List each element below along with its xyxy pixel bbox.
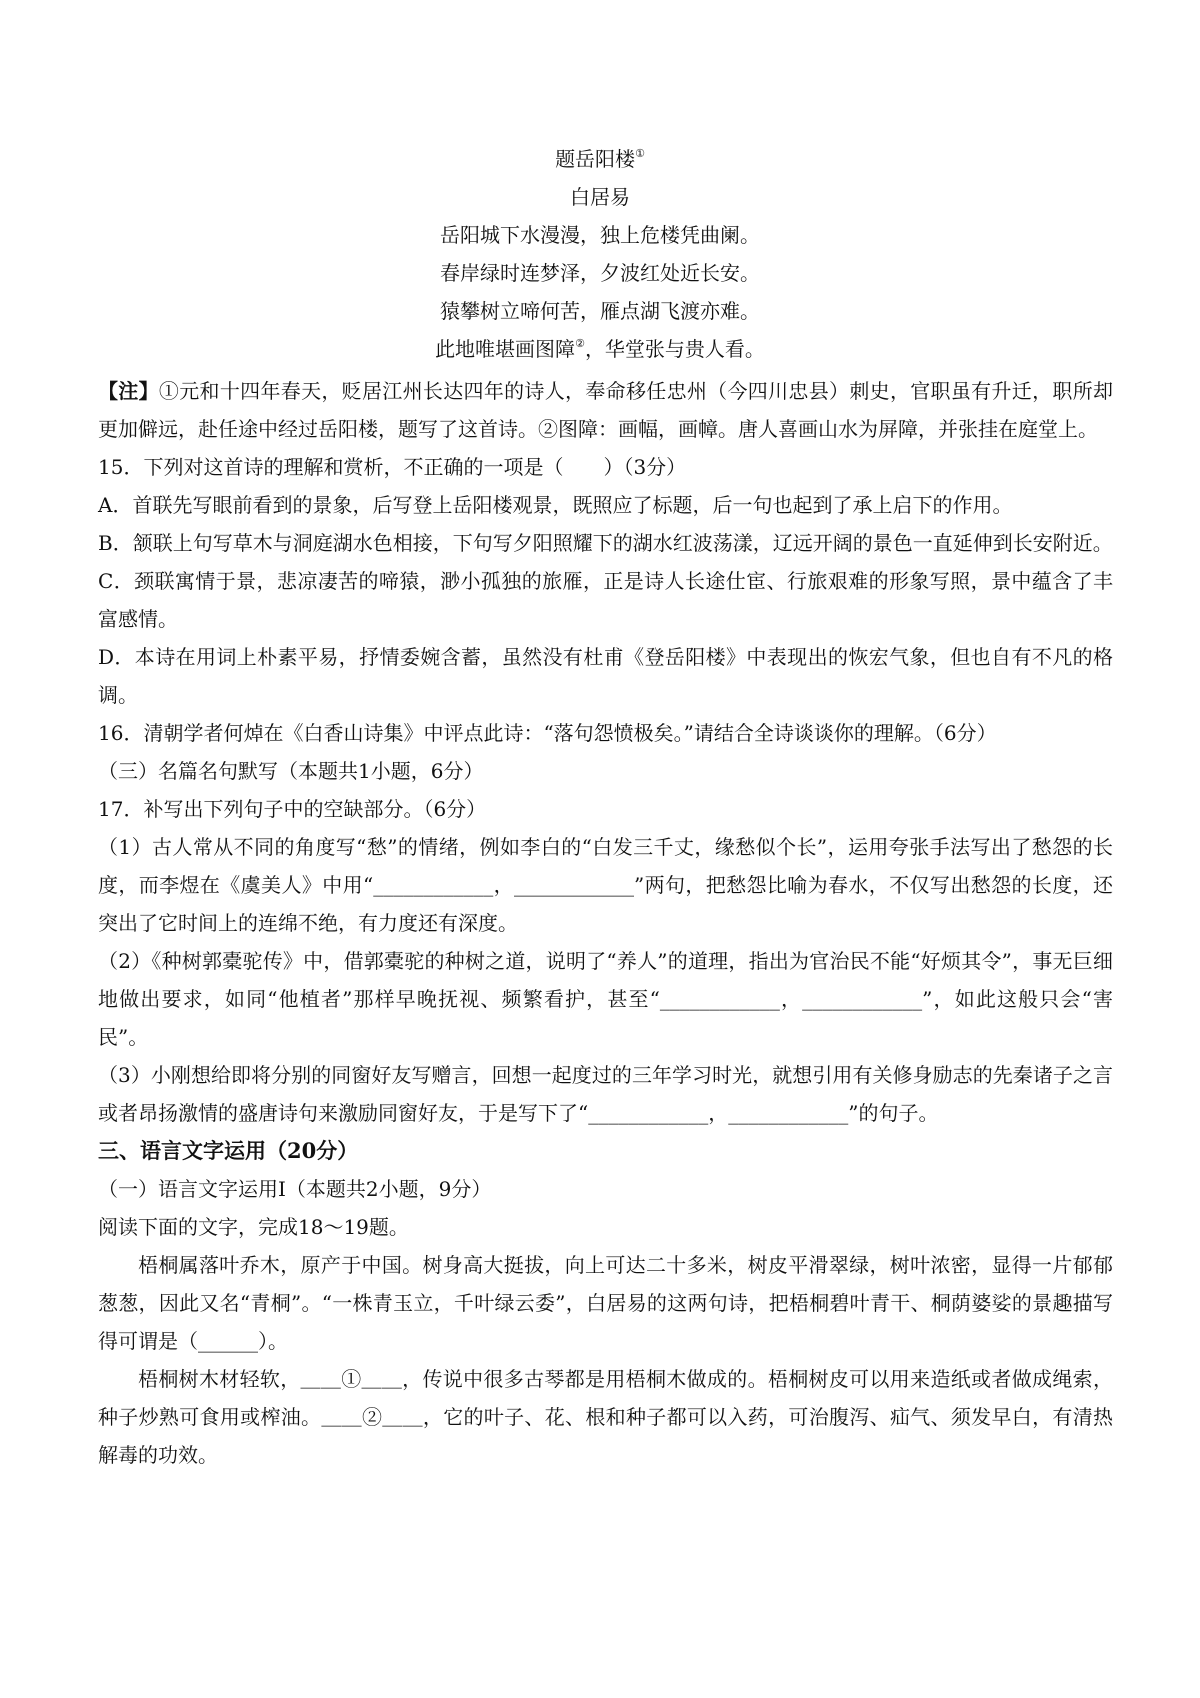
q17-part-3: （3）小刚想给即将分别的同窗好友写赠言，回想一起度过的三年学习时光，就想引用有关修身励志的先秦诸子之言或者昂扬激情的盛唐诗句来激励同窗好友，于是写下了“____________，____________”的句子。	[98, 1063, 1113, 1125]
poem-line-2: 春岸绿时连梦泽，夕波红处近长安。	[440, 261, 760, 285]
q17-part-1: （1）古人常从不同的角度写“愁”的情绪，例如李白的“白发三千丈，缘愁似个长”，运用夸张手法写出了愁怨的长度，而李煜在《虞美人》中用“____________，____________”两句，把愁怨比喻为春水，不仅写出愁怨的长度，还突出了它时间上的连绵不绝，有力度还有深度。	[98, 835, 1113, 935]
passage-paragraph-1: 梧桐属落叶乔木，原产于中国。树身高大挺拔，向上可达二十多米，树皮平滑翠绿，树叶浓密，显得一片郁郁葱葱，因此又名“青桐”。“一株青玉立，千叶绿云委”，白居易的这两句诗，把梧桐碧叶青干、桐荫婆娑的景趣描写得可谓是（______）。	[98, 1253, 1113, 1353]
poem-line-4-part-b: ，华堂张与贵人看。	[584, 337, 765, 361]
q15-option-d: D．本诗在用词上朴素平易，抒情委婉含蓄，虽然没有杜甫《登岳阳楼》中表现出的恢宏气象，但也自有不凡的格调。	[98, 645, 1113, 707]
poem-line-3: 猿攀树立啼何苦，雁点湖飞渡亦难。	[440, 299, 760, 323]
q15-option-c: C．颈联寓情于景，悲凉凄苦的啼猿，渺小孤独的旅雁，正是诗人长途仕宦、行旅艰难的形象写照，景中蕴含了丰富感情。	[98, 569, 1113, 631]
part-3-subheading: （一）语言文字运用Ⅰ（本题共2小题，9分）	[98, 1177, 492, 1201]
poem-line-4-part-a: 此地唯堪画图障	[435, 337, 576, 361]
passage-paragraph-2: 梧桐树木材轻软，＿＿①＿＿，传说中很多古琴都是用梧桐木做成的。梧桐树皮可以用来造纸或者做成绳索，种子炒熟可食用或榨油。＿＿②＿＿，它的叶子、花、根和种子都可以入药，可治腹泻、疝气、须发早白，有清热解毒的功效。	[98, 1367, 1113, 1467]
q15-option-b: B．颔联上句写草木与洞庭湖水色相接，下句写夕阳照耀下的湖水红波荡漾，辽远开阔的景色一直延伸到长安附近。	[98, 531, 1113, 555]
poem-note	[98, 372, 1113, 448]
exam-body	[98, 372, 1113, 1474]
q15-stem: 15．下列对这首诗的理解和赏析，不正确的一项是（ ）（3分）	[98, 455, 687, 479]
q15-option-a: A．首联先写眼前看到的景象，后写登上岳阳楼观景，既照应了标题，后一句也起到了承上启下的作用。	[98, 493, 1013, 517]
reading-instruction: 阅读下面的文字，完成18～19题。	[98, 1215, 409, 1239]
q16-stem: 16．清朝学者何焯在《白香山诗集》中评点此诗：“落句怨愤极矣。”请结合全诗谈谈你的理解。（6分）	[98, 721, 997, 745]
poem-line-1: 岳阳城下水漫漫，独上危楼凭曲阑。	[440, 223, 760, 247]
poem-author: 白居易	[570, 185, 630, 209]
section-3-subheading: （三）名篇名句默写（本题共1小题，6分）	[98, 759, 484, 783]
poem-title-text: 题岳阳楼	[555, 147, 636, 171]
note-label: 【注】	[98, 379, 159, 403]
poem-line-4-footnote-mark: ②	[575, 337, 585, 350]
q17-part-2: （2）《种树郭橐驼传》中，借郭橐驼的种树之道，说明了“养人”的道理，指出为官治民不能“好烦其令”，事无巨细地做出要求，如同“他植者”那样早晚抚视、频繁看护，甚至“____________，____________”，如此这般只会“害民”。	[98, 949, 1113, 1049]
poem-block	[0, 140, 1200, 368]
q17-stem: 17．补写出下列句子中的空缺部分。（6分）	[98, 797, 487, 821]
note-text: ①元和十四年春天，贬居江州长达四年的诗人，奉命移任忠州（今四川忠县）刺史，官职虽有升迁，职所却更加僻远，赴任途中经过岳阳楼，题写了这首诗。②图障：画幅，画幛。唐人喜画山水为屏障，并张挂在庭堂上。	[98, 379, 1114, 441]
part-3-heading: 三、语言文字运用（20分）	[98, 1138, 359, 1163]
poem-line-4	[0, 330, 1200, 368]
poem-title-footnote-mark: ①	[635, 147, 645, 160]
poem-title	[0, 140, 1200, 178]
